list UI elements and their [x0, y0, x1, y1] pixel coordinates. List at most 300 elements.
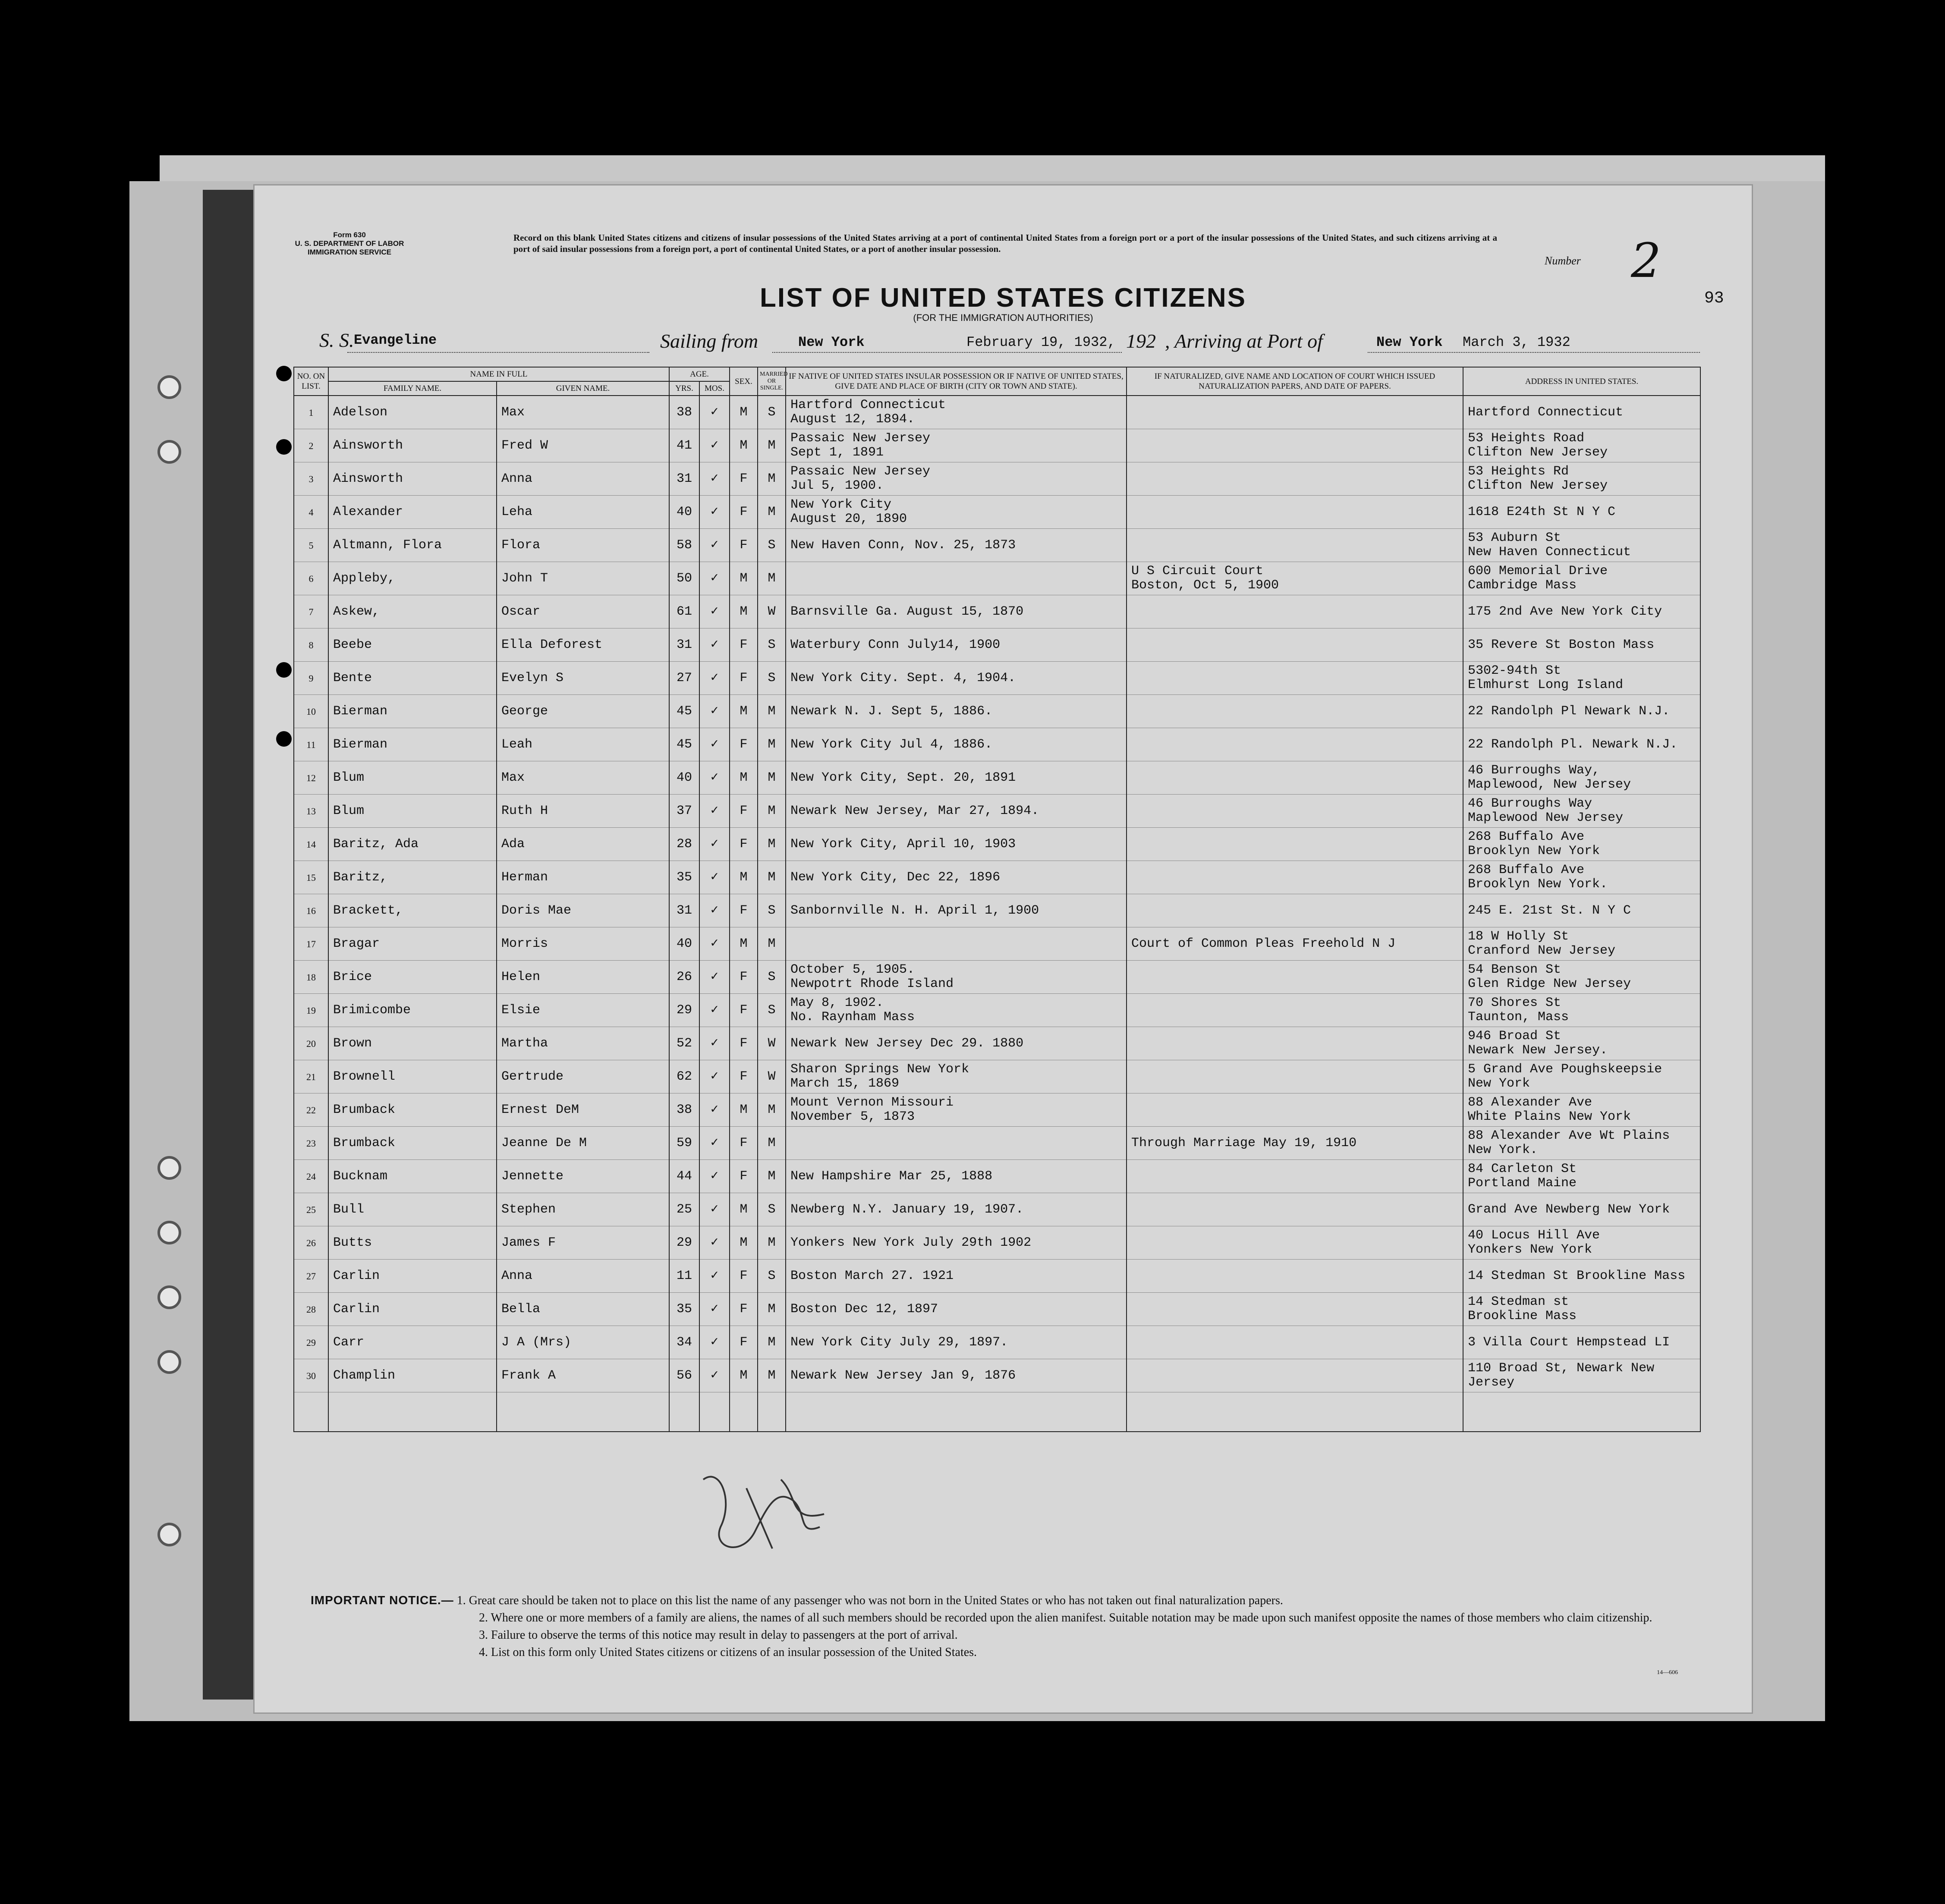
- address: 18 W Holly St Cranford New Jersey: [1463, 927, 1700, 961]
- birth-info: Sanbornville N. H. April 1, 1900: [786, 894, 1127, 927]
- citizens-table: [293, 367, 1701, 1432]
- row-number: 29: [294, 1326, 328, 1359]
- marital-status: M: [758, 496, 786, 529]
- sex: F: [730, 662, 758, 695]
- family-name: Ainsworth: [328, 462, 497, 496]
- given-name: Martha: [497, 1027, 669, 1060]
- sex: F: [730, 1293, 758, 1326]
- marital-status: M: [758, 728, 786, 761]
- age-years: 59: [669, 1127, 699, 1160]
- age-years: 35: [669, 1293, 699, 1326]
- birth-info: May 8, 1902. No. Raynham Mass: [786, 994, 1127, 1027]
- col-naturalization: IF NATURALIZED, GIVE NAME AND LOCATION OF COURT WHICH ISSUED NATURALIZATION PAPERS, AND DATE OF PAPERS.: [1127, 367, 1463, 396]
- col-given-name: GIVEN NAME.: [497, 381, 669, 396]
- marital-status: M: [758, 562, 786, 595]
- naturalization-info: [1127, 1260, 1463, 1293]
- intro-text: Record on this blank United States citizens and citizens of insular possessions of the United States arriving at a port of continental United States from a foreign port or a port of the insular possessions of the United States, and such citizens arriving at a port of said insular possessions from a foreign port, a port of continental United States, or a port of another insular possession.: [513, 233, 1497, 254]
- naturalization-info: [1127, 861, 1463, 894]
- table-row: [294, 429, 1700, 462]
- family-name: Blum: [328, 761, 497, 795]
- sex: F: [730, 529, 758, 562]
- address: 22 Randolph Pl. Newark N.J.: [1463, 728, 1700, 761]
- address: 40 Locus Hill Ave Yonkers New York: [1463, 1226, 1700, 1260]
- col-marital: MARRIED OR SINGLE.: [758, 367, 786, 396]
- marital-status: M: [758, 1226, 786, 1260]
- family-name: Bierman: [328, 728, 497, 761]
- table-row: [294, 595, 1700, 628]
- birth-info: Newberg N.Y. January 19, 1907.: [786, 1193, 1127, 1226]
- naturalization-info: [1127, 994, 1463, 1027]
- table-row: [294, 496, 1700, 529]
- birth-info: [786, 927, 1127, 961]
- table-row: [294, 994, 1700, 1027]
- sex: F: [730, 994, 758, 1027]
- age-years: 26: [669, 961, 699, 994]
- age-years: 29: [669, 994, 699, 1027]
- address: 268 Buffalo Ave Brooklyn New York: [1463, 828, 1700, 861]
- marital-status: S: [758, 529, 786, 562]
- row-number: 5: [294, 529, 328, 562]
- sex: M: [730, 695, 758, 728]
- family-name: Askew,: [328, 595, 497, 628]
- col-mos: MOS.: [699, 381, 730, 396]
- birth-info: [786, 1127, 1127, 1160]
- address: 70 Shores St Taunton, Mass: [1463, 994, 1700, 1027]
- family-name: Carlin: [328, 1260, 497, 1293]
- age-years: 56: [669, 1359, 699, 1392]
- age-months: ✓: [699, 1027, 730, 1060]
- departure-date: February 19, 1932,: [966, 334, 1116, 350]
- row-number: 17: [294, 927, 328, 961]
- age-months: ✓: [699, 1226, 730, 1260]
- naturalization-info: [1127, 1193, 1463, 1226]
- sex: F: [730, 828, 758, 861]
- naturalization-info: [1127, 429, 1463, 462]
- marital-status: S: [758, 961, 786, 994]
- marital-status: W: [758, 1060, 786, 1093]
- row-number: 15: [294, 861, 328, 894]
- age-months: ✓: [699, 927, 730, 961]
- given-name: Max: [497, 396, 669, 429]
- age-months: ✓: [699, 1260, 730, 1293]
- address: Hartford Connecticut: [1463, 396, 1700, 429]
- age-years: 27: [669, 662, 699, 695]
- given-name: Flora: [497, 529, 669, 562]
- year-prefix: 192: [1126, 330, 1156, 352]
- address: 35 Revere St Boston Mass: [1463, 628, 1700, 662]
- marital-status: M: [758, 1359, 786, 1392]
- table-row: [294, 1260, 1700, 1293]
- binder-hole-icon: [157, 1350, 181, 1374]
- col-family-name: FAMILY NAME.: [328, 381, 497, 396]
- family-name: Appleby,: [328, 562, 497, 595]
- given-name: Elsie: [497, 994, 669, 1027]
- marital-status: M: [758, 795, 786, 828]
- row-number: 30: [294, 1359, 328, 1392]
- age-years: 62: [669, 1060, 699, 1093]
- col-address: ADDRESS IN UNITED STATES.: [1463, 367, 1700, 396]
- print-code: 14—606: [1657, 1669, 1678, 1676]
- number-value: 2: [1631, 233, 1661, 288]
- given-name: Bella: [497, 1293, 669, 1326]
- notice-item-2: 2. Where one or more members of a family are aliens, the names of all such members should be recorded upon the alien manifest. Suitable notation may be made upon such manifest opposite the names of those members who claim citizenship.: [479, 1611, 1652, 1624]
- arrival-underline: [1368, 352, 1700, 353]
- address: 88 Alexander Ave White Plains New York: [1463, 1093, 1700, 1127]
- age-years: 38: [669, 1093, 699, 1127]
- age-years: 45: [669, 695, 699, 728]
- table-row: [294, 961, 1700, 994]
- sex: M: [730, 595, 758, 628]
- given-name: Helen: [497, 961, 669, 994]
- birth-info: [786, 562, 1127, 595]
- address: 600 Memorial Drive Cambridge Mass: [1463, 562, 1700, 595]
- given-name: George: [497, 695, 669, 728]
- ss-label: S. S.: [319, 329, 354, 351]
- address: 46 Burroughs Way, Maplewood, New Jersey: [1463, 761, 1700, 795]
- age-months: ✓: [699, 761, 730, 795]
- table-row: [294, 462, 1700, 496]
- blank-cell: [294, 1392, 328, 1432]
- given-name: Jennette: [497, 1160, 669, 1193]
- marital-status: M: [758, 695, 786, 728]
- sex: F: [730, 628, 758, 662]
- address: Grand Ave Newberg New York: [1463, 1193, 1700, 1226]
- table-row: [294, 1226, 1700, 1260]
- given-name: Jeanne De M: [497, 1127, 669, 1160]
- family-name: Ainsworth: [328, 429, 497, 462]
- table-row: [294, 695, 1700, 728]
- blank-cell: [1463, 1392, 1700, 1432]
- notice-item-4: 4. List on this form only United States citizens or citizens of an insular possession of the United States.: [479, 1646, 977, 1659]
- address: 54 Benson St Glen Ridge New Jersey: [1463, 961, 1700, 994]
- table-row: [294, 927, 1700, 961]
- address: 268 Buffalo Ave Brooklyn New York.: [1463, 861, 1700, 894]
- form-header: [285, 231, 414, 257]
- table-row: [294, 396, 1700, 429]
- given-name: Evelyn S: [497, 662, 669, 695]
- col-yrs: YRS.: [669, 381, 699, 396]
- table-row: [294, 1359, 1700, 1392]
- marital-status: M: [758, 861, 786, 894]
- address: 84 Carleton St Portland Maine: [1463, 1160, 1700, 1193]
- table-row: [294, 1093, 1700, 1127]
- marital-status: W: [758, 595, 786, 628]
- age-months: ✓: [699, 861, 730, 894]
- age-years: 40: [669, 496, 699, 529]
- address: 14 Stedman st Brookline Mass: [1463, 1293, 1700, 1326]
- birth-info: New York City, Dec 22, 1896: [786, 861, 1127, 894]
- birth-info: New York City Jul 4, 1886.: [786, 728, 1127, 761]
- naturalization-info: [1127, 961, 1463, 994]
- sex: M: [730, 1359, 758, 1392]
- family-name: Brownell: [328, 1060, 497, 1093]
- family-name: Bragar: [328, 927, 497, 961]
- given-name: Herman: [497, 861, 669, 894]
- ship-name: Evangeline: [354, 332, 437, 348]
- address: 245 E. 21st St. N Y C: [1463, 894, 1700, 927]
- naturalization-info: [1127, 1359, 1463, 1392]
- table-row: [294, 1293, 1700, 1326]
- naturalization-info: [1127, 1160, 1463, 1193]
- address: 46 Burroughs Way Maplewood New Jersey: [1463, 795, 1700, 828]
- birth-info: Yonkers New York July 29th 1902: [786, 1226, 1127, 1260]
- sex: M: [730, 1226, 758, 1260]
- address: 22 Randolph Pl Newark N.J.: [1463, 695, 1700, 728]
- row-number: 11: [294, 728, 328, 761]
- family-name: Bierman: [328, 695, 497, 728]
- table-row: [294, 529, 1700, 562]
- given-name: Leha: [497, 496, 669, 529]
- col-name-in-full: NAME IN FULL: [328, 367, 669, 381]
- age-years: 38: [669, 396, 699, 429]
- arrival-port: New York: [1376, 334, 1443, 350]
- sex: M: [730, 1093, 758, 1127]
- number-label: Number: [1545, 254, 1581, 267]
- address: 5 Grand Ave Poughskeepsie New York: [1463, 1060, 1700, 1093]
- blank-cell: [730, 1392, 758, 1432]
- binder-hole-icon: [157, 1221, 181, 1244]
- marital-status: M: [758, 462, 786, 496]
- marital-status: S: [758, 662, 786, 695]
- marital-status: M: [758, 1160, 786, 1193]
- naturalization-info: [1127, 795, 1463, 828]
- sex: M: [730, 1193, 758, 1226]
- blank-cell: [758, 1392, 786, 1432]
- age-months: ✓: [699, 961, 730, 994]
- naturalization-info: [1127, 1326, 1463, 1359]
- important-notice: [311, 1592, 1713, 1661]
- age-years: 11: [669, 1260, 699, 1293]
- family-name: Adelson: [328, 396, 497, 429]
- marital-status: M: [758, 429, 786, 462]
- age-months: ✓: [699, 728, 730, 761]
- family-name: Brackett,: [328, 894, 497, 927]
- age-years: 40: [669, 927, 699, 961]
- given-name: James F: [497, 1226, 669, 1260]
- sex: F: [730, 1160, 758, 1193]
- col-age: AGE.: [669, 367, 730, 381]
- birth-info: New Haven Conn, Nov. 25, 1873: [786, 529, 1127, 562]
- age-years: 28: [669, 828, 699, 861]
- marital-status: S: [758, 894, 786, 927]
- table-body: [294, 396, 1700, 1432]
- age-years: 34: [669, 1326, 699, 1359]
- age-months: ✓: [699, 1326, 730, 1359]
- marital-status: M: [758, 828, 786, 861]
- family-name: Carr: [328, 1326, 497, 1359]
- age-years: 44: [669, 1160, 699, 1193]
- naturalization-info: Through Marriage May 19, 1910: [1127, 1127, 1463, 1160]
- family-name: Carlin: [328, 1293, 497, 1326]
- birth-info: New York City. Sept. 4, 1904.: [786, 662, 1127, 695]
- table-header-row: [294, 367, 1700, 381]
- marital-status: M: [758, 761, 786, 795]
- age-months: ✓: [699, 828, 730, 861]
- given-name: Ruth H: [497, 795, 669, 828]
- table-row: [294, 861, 1700, 894]
- table-row: [294, 1193, 1700, 1226]
- row-number: 25: [294, 1193, 328, 1226]
- naturalization-info: [1127, 529, 1463, 562]
- birth-info: Sharon Springs New York March 15, 1869: [786, 1060, 1127, 1093]
- age-months: ✓: [699, 894, 730, 927]
- binder-hole-icon: [157, 440, 181, 464]
- age-months: ✓: [699, 1060, 730, 1093]
- naturalization-info: [1127, 761, 1463, 795]
- row-number: 4: [294, 496, 328, 529]
- address: 946 Broad St Newark New Jersey.: [1463, 1027, 1700, 1060]
- given-name: Doris Mae: [497, 894, 669, 927]
- table-row: [294, 662, 1700, 695]
- family-name: Bente: [328, 662, 497, 695]
- marital-status: S: [758, 1260, 786, 1293]
- given-name: Morris: [497, 927, 669, 961]
- given-name: J A (Mrs): [497, 1326, 669, 1359]
- row-number: 16: [294, 894, 328, 927]
- naturalization-info: [1127, 695, 1463, 728]
- given-name: Gertrude: [497, 1060, 669, 1093]
- table-row: [294, 894, 1700, 927]
- birth-info: New York City, Sept. 20, 1891: [786, 761, 1127, 795]
- address: 88 Alexander Ave Wt Plains New York.: [1463, 1127, 1700, 1160]
- age-years: 58: [669, 529, 699, 562]
- family-name: Champlin: [328, 1359, 497, 1392]
- age-months: ✓: [699, 662, 730, 695]
- address: 175 2nd Ave New York City: [1463, 595, 1700, 628]
- sex: F: [730, 1326, 758, 1359]
- address: 5302-94th St Elmhurst Long Island: [1463, 662, 1700, 695]
- age-months: ✓: [699, 795, 730, 828]
- sex: F: [730, 496, 758, 529]
- family-name: Altmann, Flora: [328, 529, 497, 562]
- age-months: ✓: [699, 994, 730, 1027]
- given-name: Ella Deforest: [497, 628, 669, 662]
- age-years: 31: [669, 462, 699, 496]
- age-years: 29: [669, 1226, 699, 1260]
- blank-cell: [497, 1392, 669, 1432]
- age-months: ✓: [699, 1160, 730, 1193]
- row-number: 3: [294, 462, 328, 496]
- address: 53 Heights Rd Clifton New Jersey: [1463, 462, 1700, 496]
- given-name: Fred W: [497, 429, 669, 462]
- age-months: ✓: [699, 595, 730, 628]
- table-row: [294, 1160, 1700, 1193]
- birth-info: New Hampshire Mar 25, 1888: [786, 1160, 1127, 1193]
- form-number: Form 630: [333, 231, 366, 239]
- sex: F: [730, 1027, 758, 1060]
- bullet-hole-icon: [276, 731, 292, 747]
- blank-row: [294, 1392, 1700, 1432]
- naturalization-info: [1127, 1027, 1463, 1060]
- notice-item-1: 1. Great care should be taken not to place on this list the name of any passenger who was not born in the United States or who has not taken out final naturalization papers.: [456, 1594, 1283, 1607]
- naturalization-info: [1127, 628, 1463, 662]
- row-number: 27: [294, 1260, 328, 1293]
- age-months: ✓: [699, 1359, 730, 1392]
- age-months: ✓: [699, 1127, 730, 1160]
- col-birth: IF NATIVE OF UNITED STATES INSULAR POSSESSION OR IF NATIVE OF UNITED STATES, GIVE DATE AND PLACE OF BIRTH (CITY OR TOWN AND STATE).: [786, 367, 1127, 396]
- given-name: Max: [497, 761, 669, 795]
- age-months: ✓: [699, 396, 730, 429]
- family-name: Alexander: [328, 496, 497, 529]
- sex: M: [730, 396, 758, 429]
- family-name: Bull: [328, 1193, 497, 1226]
- age-months: ✓: [699, 429, 730, 462]
- row-number: 14: [294, 828, 328, 861]
- binder-hole-icon: [157, 1285, 181, 1309]
- age-months: ✓: [699, 695, 730, 728]
- sex: M: [730, 927, 758, 961]
- binding-strip: [203, 190, 263, 1700]
- row-number: 20: [294, 1027, 328, 1060]
- row-number: 9: [294, 662, 328, 695]
- row-number: 23: [294, 1127, 328, 1160]
- family-name: Brimicombe: [328, 994, 497, 1027]
- sailing-from-label: Sailing from: [660, 330, 758, 352]
- sex: F: [730, 795, 758, 828]
- family-name: Bucknam: [328, 1160, 497, 1193]
- birth-info: Passaic New Jersey Sept 1, 1891: [786, 429, 1127, 462]
- given-name: Anna: [497, 462, 669, 496]
- family-name: Butts: [328, 1226, 497, 1260]
- table-row: [294, 795, 1700, 828]
- birth-info: Boston March 27. 1921: [786, 1260, 1127, 1293]
- given-name: John T: [497, 562, 669, 595]
- blank-cell: [699, 1392, 730, 1432]
- page-subtitle: (FOR THE IMMIGRATION AUTHORITIES): [913, 312, 1093, 323]
- sex: F: [730, 1060, 758, 1093]
- marital-status: M: [758, 1326, 786, 1359]
- row-number: 7: [294, 595, 328, 628]
- given-name: Ernest DeM: [497, 1093, 669, 1127]
- table-row: [294, 1027, 1700, 1060]
- col-sex: SEX.: [730, 367, 758, 396]
- birth-info: Passaic New Jersey Jul 5, 1900.: [786, 462, 1127, 496]
- age-months: ✓: [699, 462, 730, 496]
- given-name: Anna: [497, 1260, 669, 1293]
- naturalization-info: [1127, 1293, 1463, 1326]
- sex: F: [730, 1127, 758, 1160]
- birth-info: Newark New Jersey Jan 9, 1876: [786, 1359, 1127, 1392]
- birth-info: October 5, 1905. Newpotrt Rhode Island: [786, 961, 1127, 994]
- given-name: Frank A: [497, 1359, 669, 1392]
- row-number: 12: [294, 761, 328, 795]
- age-months: ✓: [699, 1293, 730, 1326]
- family-name: Brumback: [328, 1093, 497, 1127]
- row-number: 6: [294, 562, 328, 595]
- binder-hole-icon: [157, 375, 181, 399]
- row-number: 8: [294, 628, 328, 662]
- marital-status: W: [758, 1027, 786, 1060]
- blank-cell: [1127, 1392, 1463, 1432]
- arrival-date: March 3, 1932: [1463, 334, 1570, 350]
- age-years: 61: [669, 595, 699, 628]
- table-row: [294, 728, 1700, 761]
- col-line-no: NO. ON LIST.: [294, 367, 328, 396]
- row-number: 28: [294, 1293, 328, 1326]
- marital-status: S: [758, 994, 786, 1027]
- family-name: Brice: [328, 961, 497, 994]
- departure-port: New York: [798, 334, 865, 350]
- birth-info: Boston Dec 12, 1897: [786, 1293, 1127, 1326]
- row-number: 22: [294, 1093, 328, 1127]
- marital-status: S: [758, 396, 786, 429]
- age-years: 45: [669, 728, 699, 761]
- naturalization-info: [1127, 496, 1463, 529]
- family-name: Brown: [328, 1027, 497, 1060]
- row-number: 10: [294, 695, 328, 728]
- binder-hole-icon: [157, 1523, 181, 1546]
- age-months: ✓: [699, 562, 730, 595]
